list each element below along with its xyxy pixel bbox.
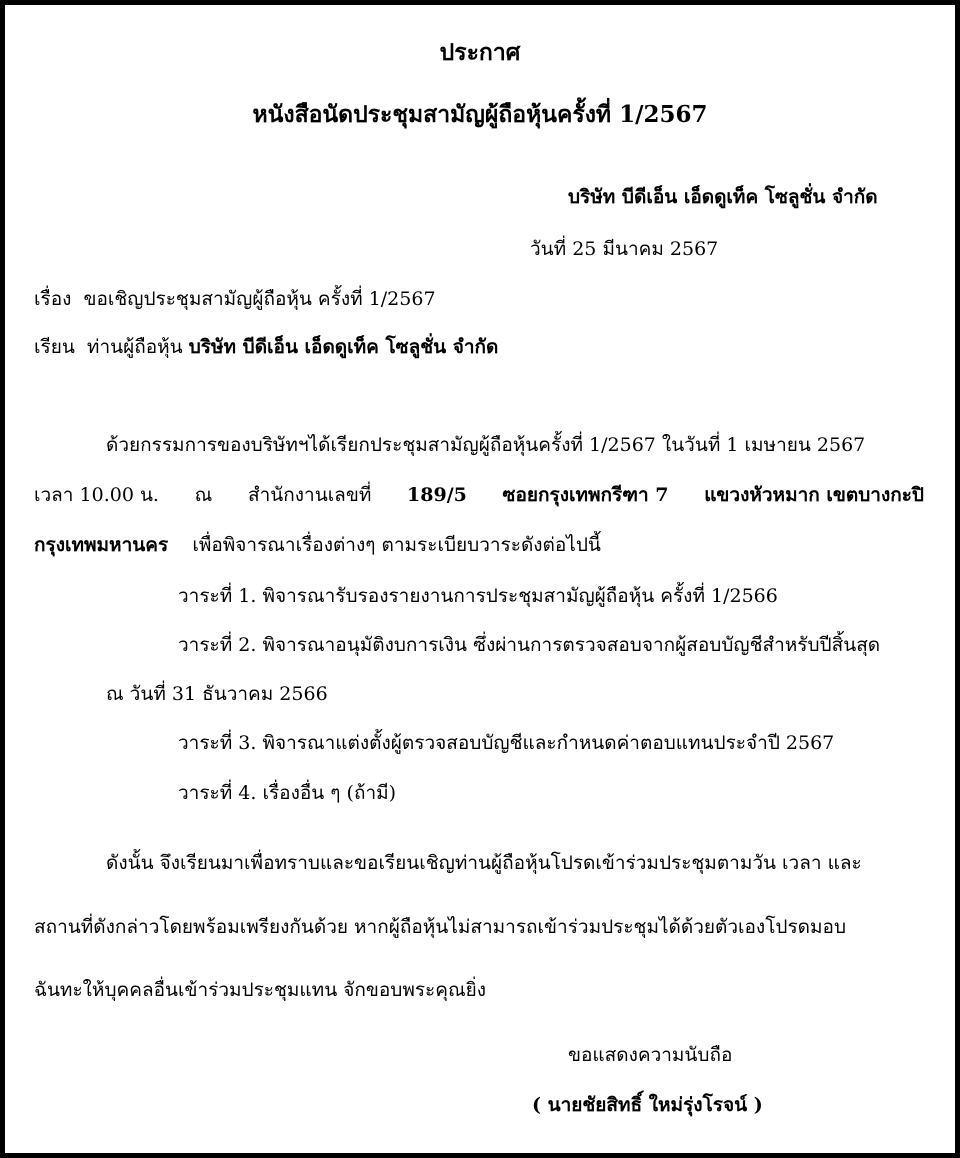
paragraph-2-line-1: ดังนั้น จึงเรียนมาเพื่อทราบและขอเรียนเชิญท่านผู้ถือหุ้นโปรดเข้าร่วมประชุมตามวัน เวลา และ <box>106 852 862 874</box>
agenda-intro: เพื่อพิจารณาเรื่องต่างๆ ตามระเบียบวาระดังต่อไปนี้ <box>192 534 601 556</box>
announcement-title: ประกาศ <box>439 39 521 66</box>
paragraph-2-line-2: สถานที่ดังกล่าวโดยพร้อมเพรียงกันด้วย หากผู้ถือหุ้นไม่สามารถเข้าร่วมประชุมได้ด้วยตัวเองโปรดมอบ <box>34 916 847 938</box>
subject-line <box>34 286 436 312</box>
paragraph-2-line-3: ฉันทะให้บุคคลอื่นเข้าร่วมประชุมแทน จักขอบพระคุณยิ่ง <box>34 979 487 1001</box>
issuer-company: บริษัท บีดีเอ็น เอ็ดดูเท็ค โซลูชั่น จำกัด <box>568 186 878 208</box>
paragraph-1-line-3 <box>34 532 601 558</box>
meeting-office: สำนักงานเลขที่ <box>248 484 372 506</box>
paragraph-1-line-2 <box>34 482 924 508</box>
closing-regards: ขอแสดงความนับถือ <box>568 1044 733 1066</box>
paragraph-1-line-1: ด้วยกรรมการของบริษัทฯได้เรียกประชุมสามัญผู้ถือหุ้นครั้งที่ 1/2567 ในวันที่ 1 เมษายน 2567 <box>106 434 866 456</box>
address-soi: ซอยกรุงเทพกรีฑา 7 <box>502 484 669 506</box>
meeting-time: เวลา 10.00 น. <box>34 484 159 506</box>
agenda-item-1: วาระที่ 1. พิจารณารับรองรายงานการประชุมสามัญผู้ถือหุ้น ครั้งที่ 1/2566 <box>178 585 778 607</box>
meeting-notice-title: หนังสือนัดประชุมสามัญผู้ถือหุ้นครั้งที่ 1/2567 <box>252 101 708 128</box>
addressee-prefix: ท่านผู้ถือหุ้น <box>86 336 183 358</box>
addressee-company: บริษัท บีดีเอ็น เอ็ดดูเท็ค โซลูชั่น จำกัด <box>188 336 499 358</box>
agenda-item-3: วาระที่ 3. พิจารณาแต่งตั้งผู้ตรวจสอบบัญชีและกำหนดค่าตอบแทนประจำปี 2567 <box>178 732 835 754</box>
addressee-line <box>34 334 498 360</box>
issue-date: วันที่ 25 มีนาคม 2567 <box>530 238 719 260</box>
signatory-name: ( นายชัยสิทธิ์ ใหม่รุ่งโรจน์ ) <box>532 1094 763 1116</box>
meeting-at: ณ <box>194 484 213 506</box>
addressee-label: เรียน <box>34 336 75 358</box>
agenda-item-4: วาระที่ 4. เรื่องอื่น ๆ (ถ้ามี) <box>178 782 397 804</box>
address-number: 189/5 <box>407 484 467 506</box>
address-city: กรุงเทพมหานคร <box>34 534 169 556</box>
subject-label: เรื่อง <box>34 288 72 310</box>
agenda-item-2-continued: ณ วันที่ 31 ธันวาคม 2566 <box>106 683 328 705</box>
subject-text: ขอเชิญประชุมสามัญผู้ถือหุ้น ครั้งที่ 1/2567 <box>83 288 436 310</box>
address-district: แขวงหัวหมาก เขตบางกะปิ <box>704 484 924 506</box>
agenda-item-2: วาระที่ 2. พิจารณาอนุมัติงบการเงิน ซึ่งผ่านการตรวจสอบจากผู้สอบบัญชีสำหรับปีสิ้นสุด <box>178 634 881 656</box>
